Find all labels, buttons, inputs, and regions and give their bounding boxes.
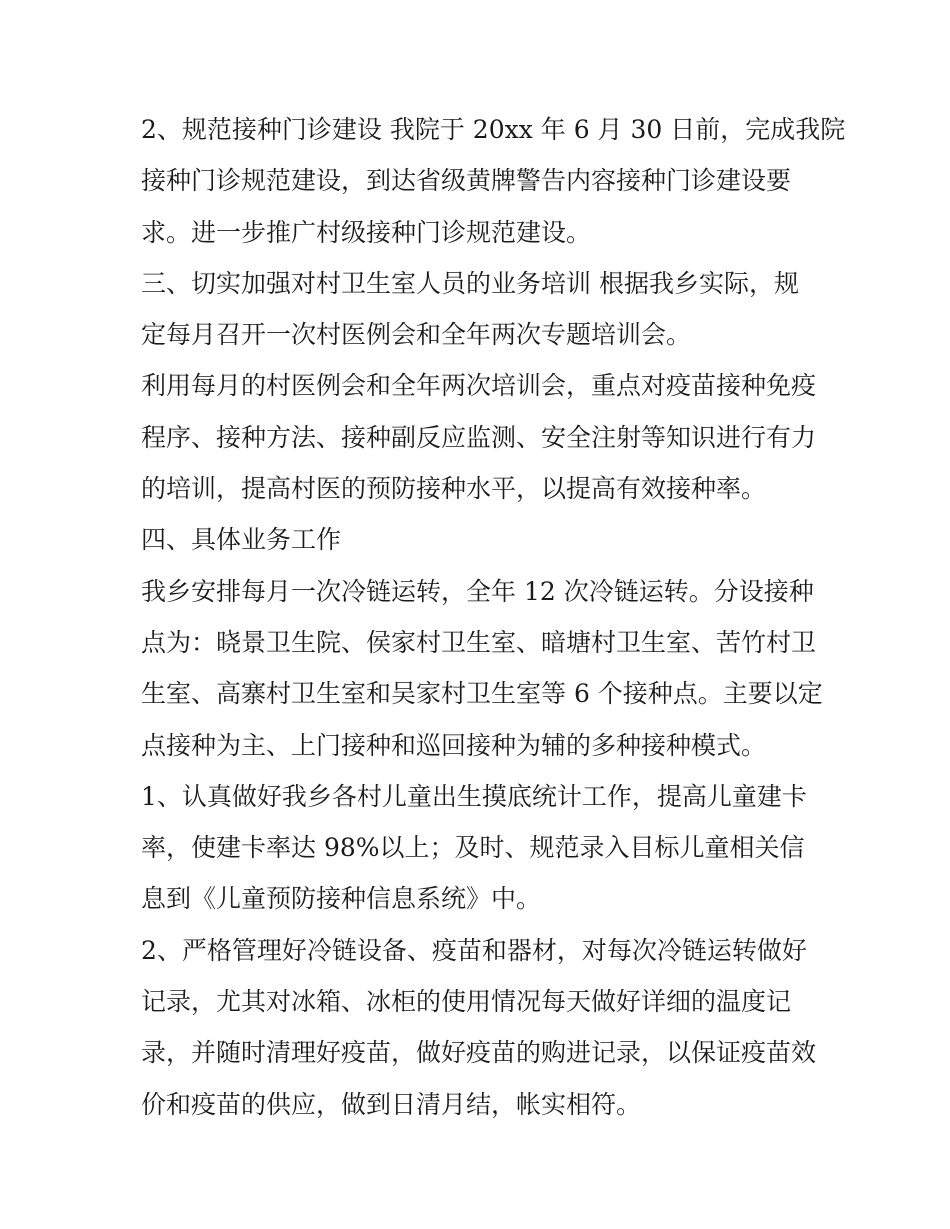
text-line: 点为：晓景卫生院、侯家村卫生室、暗塘村卫生室、苦竹村卫 [141,627,817,657]
text-line: 四、具体业务工作 [141,525,342,555]
text-line: 三、切实加强对村卫生室人员的业务培训 根据我乡实际，规 [141,268,799,298]
text-line: 点接种为主、上门接种和巡回接种为辅的多种接种模式。 [141,730,767,760]
text-line: 生室、高寨村卫生室和吴家村卫生室等 6 个接种点。主要以定 [141,679,823,709]
text-line: 接种门诊规范建设，到达省级黄牌警告内容接种门诊建设要 [141,166,792,196]
text-line: 录，并随时清理好疫苗，做好疫苗的购进记录，以保证疫苗效 [141,1038,817,1068]
text-line: 率，使建卡率达 98%以上；及时、规范录入目标儿童相关信 [141,833,805,863]
text-line: 2、规范接种门诊建设 我院于 20xx 年 6 月 30 日前，完成我院 [141,115,846,144]
text-line: 我乡安排每月一次冷链运转，全年 12 次冷链运转。分设接种 [141,576,814,606]
text-line: 1、认真做好我乡各村儿童出生摸底统计工作，提高儿童建卡 [141,781,807,811]
text-line: 定每月召开一次村医例会和全年两次专题培训会。 [141,320,692,350]
text-line: 利用每月的村医例会和全年两次培训会，重点对疫苗接种免疫 [141,371,817,401]
document-body [141,104,846,1130]
text-line: 息到《儿童预防接种信息系统》中。 [141,884,542,914]
text-line: 价和疫苗的供应，做到日清月结，帐实相符。 [141,1089,642,1119]
text-line: 的培训，提高村医的预防接种水平，以提高有效接种率。 [141,474,767,504]
text-line: 2、严格管理好冷链设备、疫苗和器材，对每次冷链运转做好 [141,935,807,965]
text-line: 求。进一步推广村级接种门诊规范建设。 [141,217,592,247]
text-line: 程序、接种方法、接种副反应监测、安全注射等知识进行有力 [141,422,817,452]
text-line: 记录，尤其对冰箱、冰柜的使用情况每天做好详细的温度记 [141,987,792,1017]
